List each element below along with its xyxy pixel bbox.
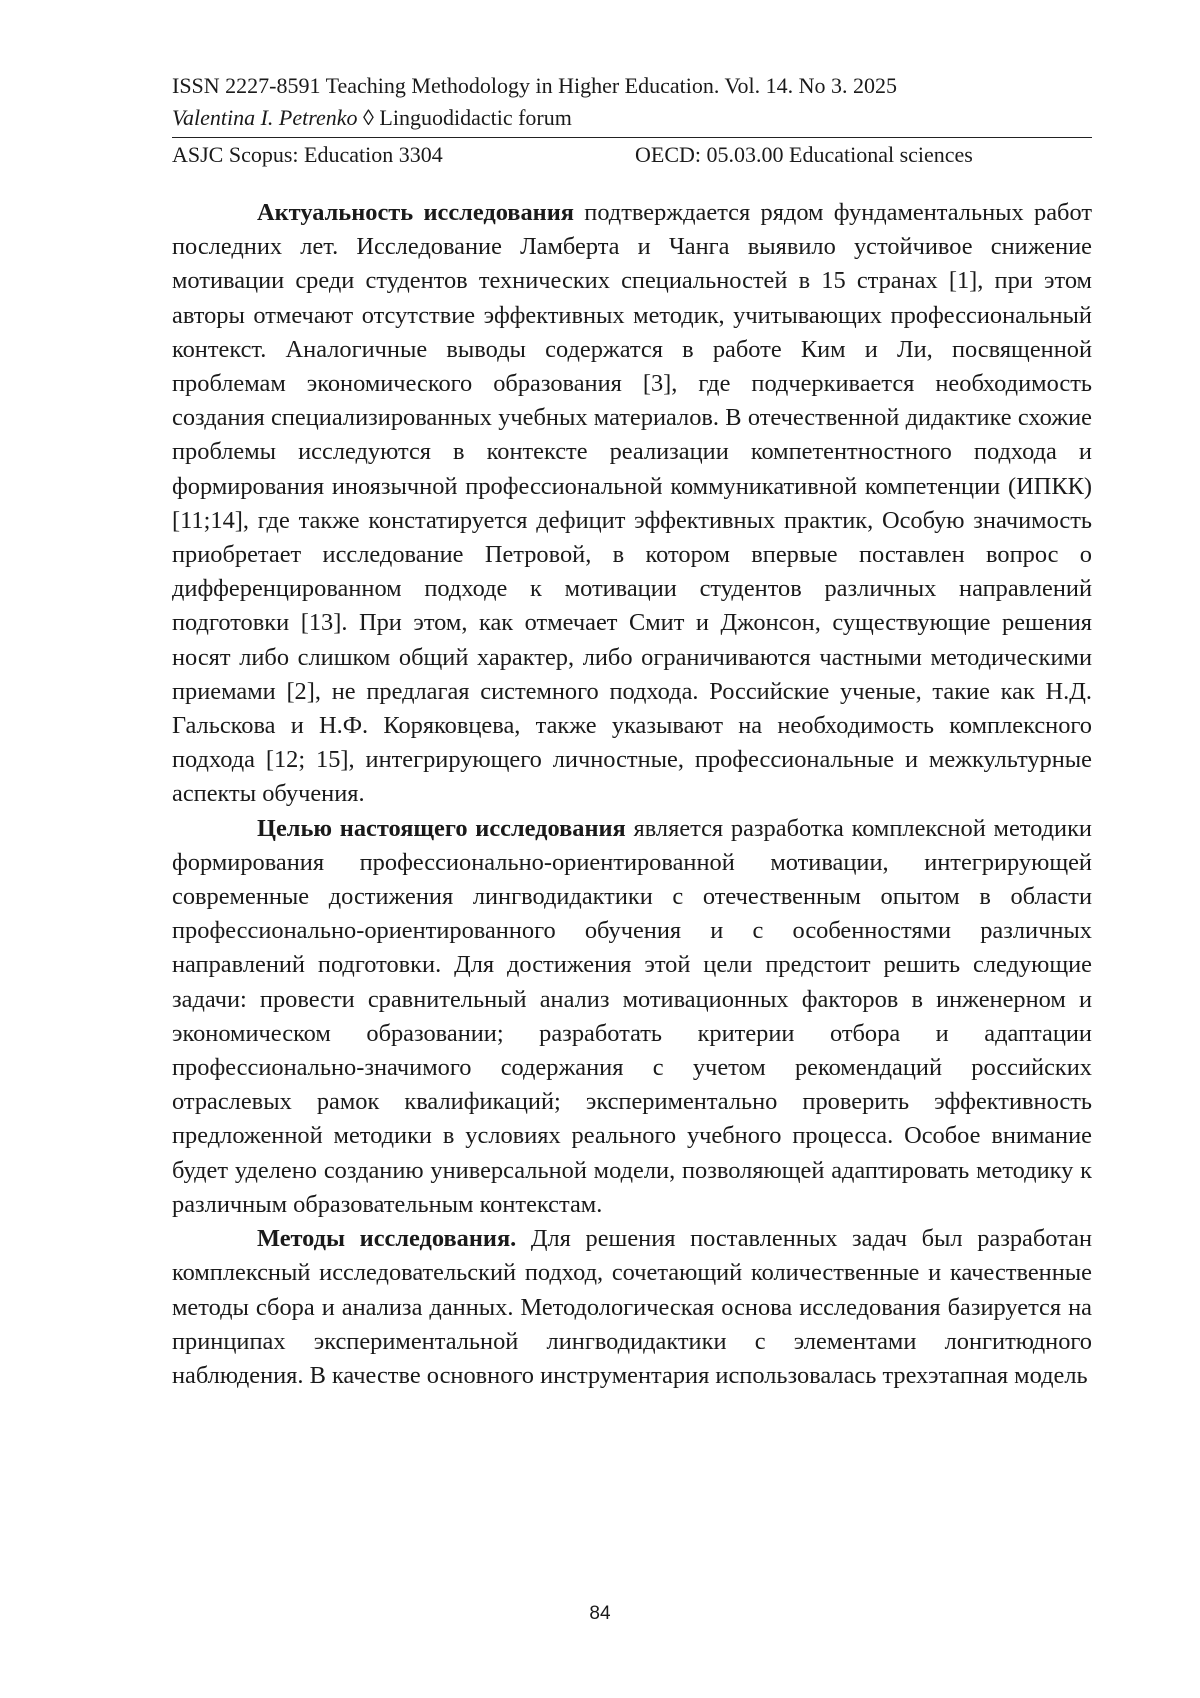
journal-line: ISSN 2227-8591 Teaching Methodology in Higher Education. Vol. 14. No 3. 2025 xyxy=(172,73,898,98)
asjc-code: ASJC Scopus: Education 3304 xyxy=(172,142,443,167)
header-rule xyxy=(172,137,1092,138)
paragraph-text: является разработка комплексной методики формирования профессионально-ориентированной мотивации, интегрирующей современные достижения лингводидактики с отечественным опытом в области профессионально-ориентированного обучения и с особенностями различных направлений подготовки. Для достижения этой цели предстоит решить следующие задачи: провести сравнительный анализ мотивационных факторов в инженерном и экономическом образовании; разработать критерии отбора и адаптации профессионально-значимого содержания с учетом рекомендаций российских отраслевых рамок квалификаций; экспериментально проверить эффективность предложенной методики в условиях реального учебного процесса. Особое внимание будет уделено созданию универсальной модели, позволяющей адаптировать методику к различным образовательным контекстам. xyxy=(172,814,1092,1218)
paragraph-methods xyxy=(172,1222,1092,1393)
paragraph-text: Для решения поставленных задач был разработан комплексный исследовательский подход, сочетающий количественные и качественные методы сбора и анализа данных. Методологическая основа исследования базируется на принципах экспериментальной лингводидактики с элементами лонгитюдного наблюдения. В качестве основного инструментария использовалась трехэтапная модель xyxy=(172,1225,1092,1389)
paragraph-lead: Методы исследования. xyxy=(257,1225,517,1253)
paragraph-lead: Целью настоящего исследования xyxy=(257,814,626,842)
paragraph-relevance xyxy=(172,196,1092,812)
paragraph-text: подтверждается рядом фундаментальных работ последних лет. Исследование Ламберта и Чанга выявило устойчивое снижение мотивации среди студентов технических специальностей в 15 странах [1], при этом авторы отмечают отсутствие эффективных методик, учитывающих профессиональный контекст. Аналогичные выводы содержатся в работе Ким и Ли, посвященной проблемам экономического образования [3], где подчеркивается необходимость создания специализированных учебных материалов. В отечественной дидактике схожие проблемы исследуются в контексте реализации компетентностного подхода и формирования иноязычной профессиональной коммуникативной компетенции (ИПКК) [11;14], где также констатируется дефицит эффективных практик, Особую значимость приобретает исследование Петровой, в котором впервые поставлен вопрос о дифференцированном подходе к мотивации студентов различных направлений подготовки [13]. При этом, как отмечает Смит и Джонсон, существующие решения носят либо слишком общий характер, либо ограничиваются частными методическими приемами [2], не предлагая системного подхода. Российские ученые, такие как Н.Д. Гальскова и Н.Ф. Коряковцева, также указывают на необходимость комплексного подхода [12; 15], интегрирующего личностные, профессиональные и межкультурные аспекты обучения. xyxy=(172,199,1093,808)
classification-line xyxy=(172,140,1092,170)
page-number: 84 xyxy=(589,1603,611,1624)
paragraph-aim xyxy=(172,812,1092,1222)
author-line xyxy=(172,102,1092,134)
author-name: Valentina I. Petrenko xyxy=(172,105,358,130)
oecd-code: OECD: 05.03.00 Educational sciences xyxy=(635,142,973,167)
body-text xyxy=(172,196,1092,1393)
header-separator: ◊ xyxy=(357,105,380,130)
running-header xyxy=(172,70,1092,134)
paragraph-lead: Актуальность исследования xyxy=(257,199,574,226)
section-name: Linguodidactic forum xyxy=(379,105,572,130)
